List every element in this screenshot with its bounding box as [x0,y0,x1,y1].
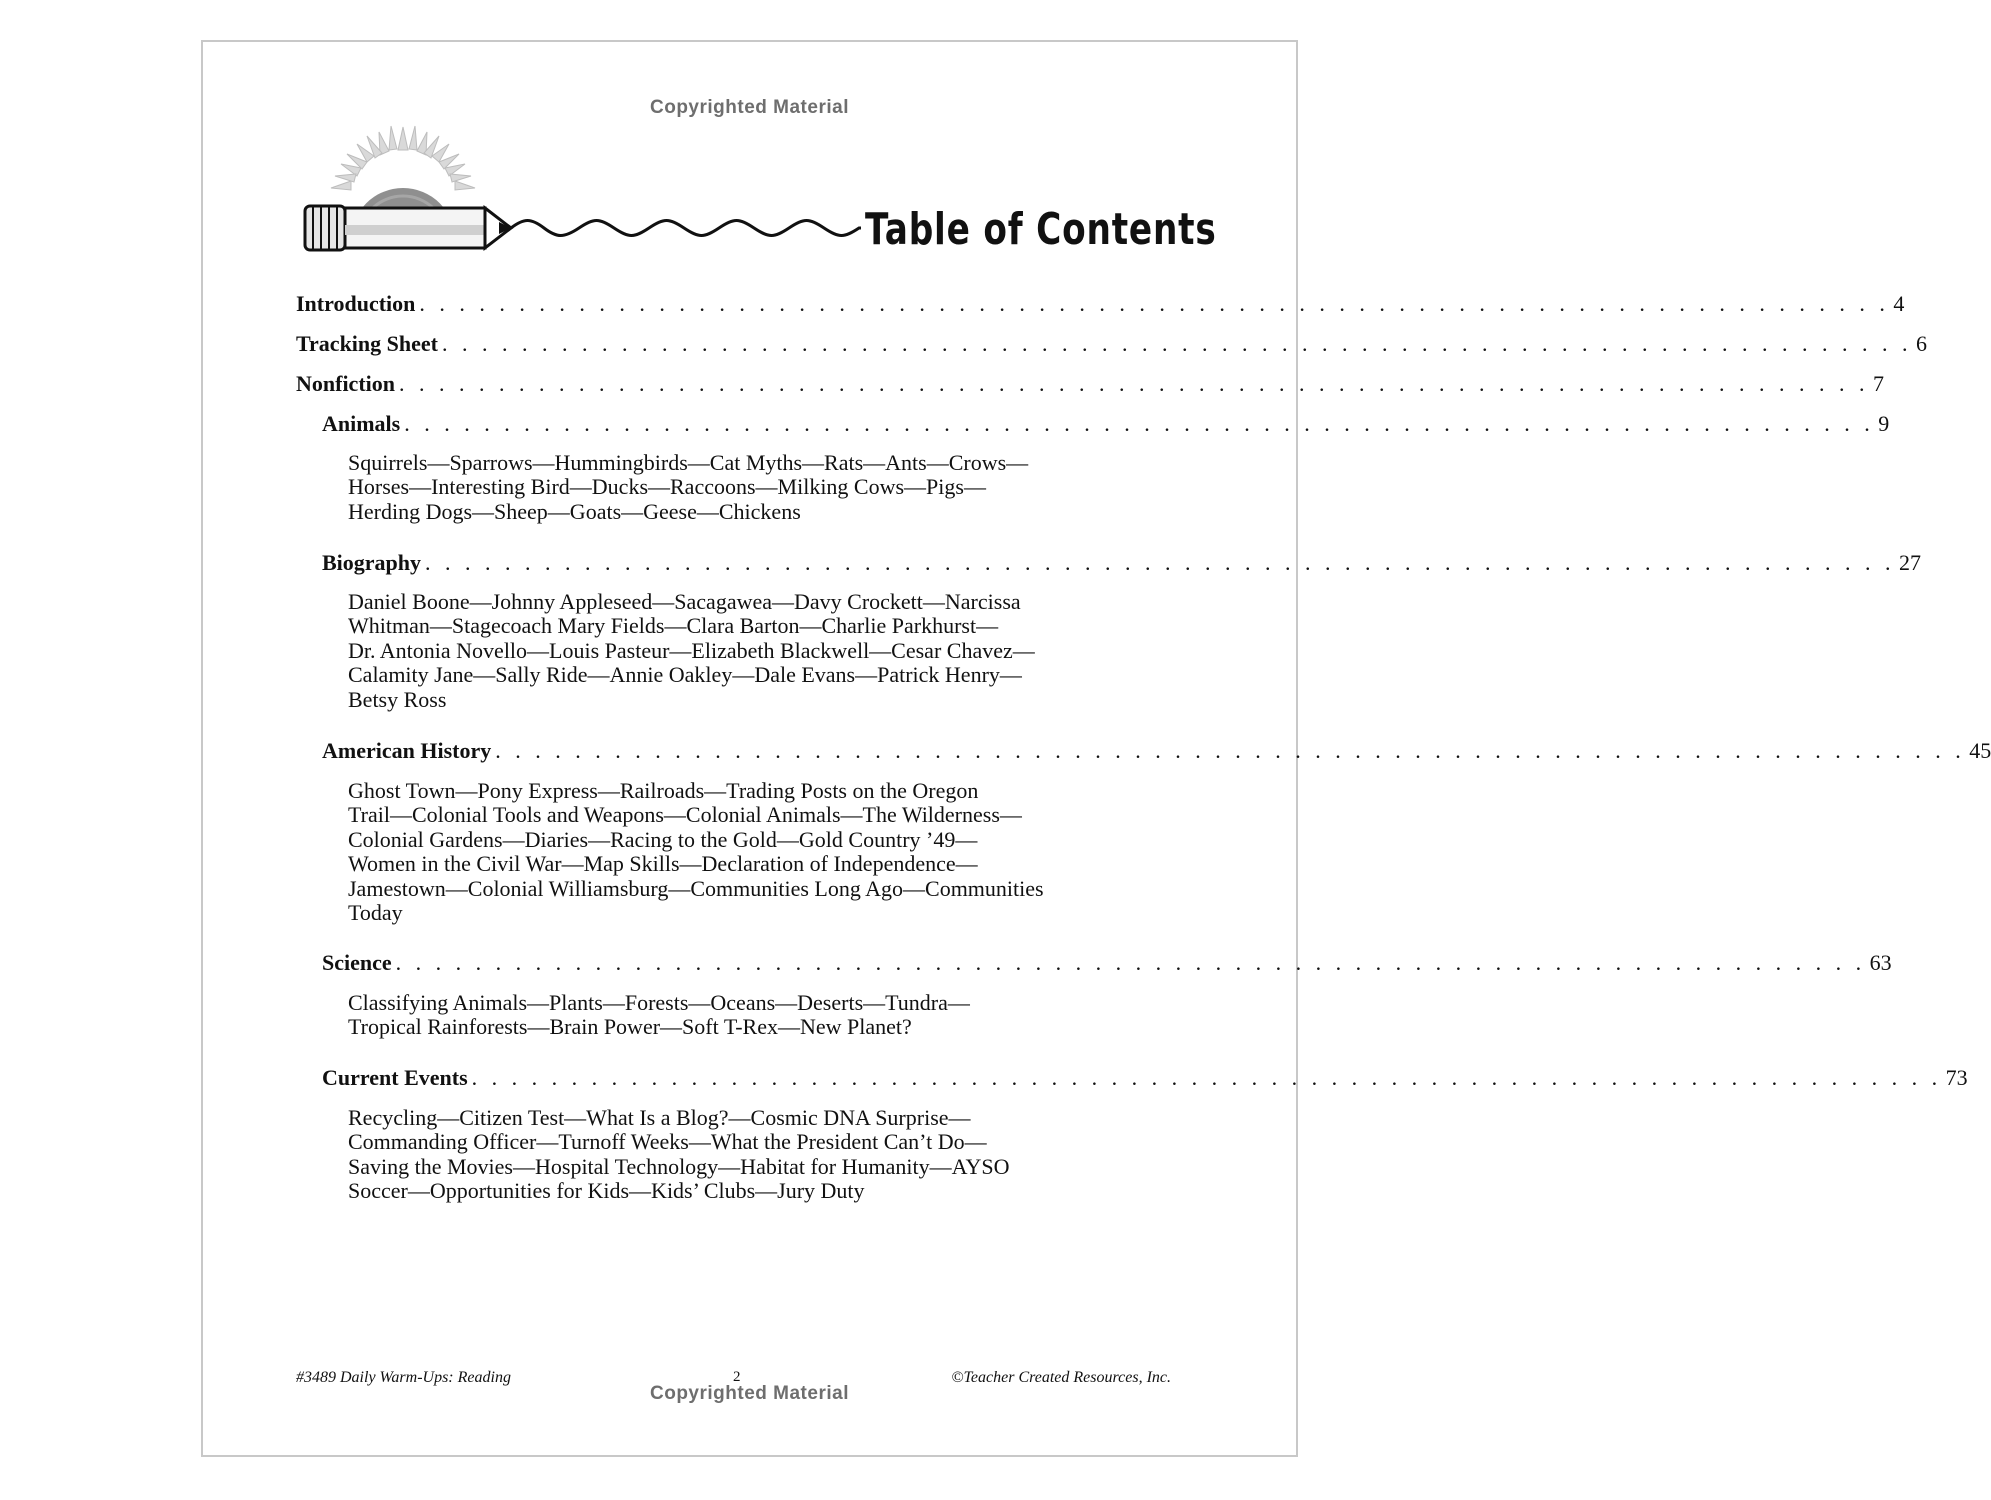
toc-section-animals [322,411,1890,437]
topic-line: Ghost Town—Pony Express—Railroads—Trading Posts on the Oregon [348,778,979,803]
section-page: 45 [1969,738,1991,763]
entry-label: Introduction [296,291,416,316]
topic-line: Women in the Civil War—Map Skills—Declaration of Independence— [348,851,978,877]
section-label: Biography [322,550,422,575]
section-label: Current Events [322,1065,468,1090]
section-page: 63 [1869,950,1892,975]
topic-list-biography [348,590,1138,712]
dot-leader: . . . . . . . . . . . . . . . . . . . . . . . . . . . . . . . . . . . . . . . . . . . . . . . . . . . . . . . . . . . . . . . . . . . . . . . . . . [425,550,1896,575]
entry-page: 7 [1873,371,1884,396]
topic-line: Commanding Officer—Turnoff Weeks—What the President Can’t Do— [348,1129,987,1155]
topic-line: Calamity Jane—Sally Ride—Annie Oakley—Dale Evans—Patrick Henry— [348,662,1022,688]
toc-section-american-history [322,738,1991,764]
section-page: 9 [1878,411,1890,436]
dot-leader: . . . . . . . . . . . . . . . . . . . . . . . . . . . . . . . . . . . . . . . . . . . . . . . . . . . . . . . . . . . . . . . . . . . . . . . . . . [471,1065,1942,1090]
toc-section-science [322,950,1892,976]
topic-line: Dr. Antonia Novello—Louis Pasteur—Elizabeth Blackwell—Cesar Chavez— [348,637,1035,663]
section-label: American History [322,738,492,763]
toc-entry-tracking-sheet [296,331,1927,357]
toc-section-current-events [322,1065,1968,1091]
entry-page: 6 [1915,331,1927,356]
dot-leader: . . . . . . . . . . . . . . . . . . . . . . . . . . . . . . . . . . . . . . . . . . . . . . . . . . . . . . . . . . . . . . . . . . . . . . . . . . [399,371,1869,396]
dot-leader: . . . . . . . . . . . . . . . . . . . . . . . . . . . . . . . . . . . . . . . . . . . . . . . . . . . . . . . . . . . . . . . . . . . . . . . . . . [441,331,1912,356]
topic-line: Jamestown—Colonial Williamsburg—Communities Long Ago—Communities [348,875,1044,901]
pencil-icon [305,206,511,250]
section-label: Science [322,950,392,975]
entry-label: Tracking Sheet [296,331,438,356]
footer-page-number: 2 [733,1369,741,1385]
topic-line: Tropical Rainforests—Brain Power—Soft T-Rex—New Planet? [348,1014,912,1040]
topic-list-science [348,991,1138,1040]
topic-line: Whitman—Stagecoach Mary Fields—Clara Barton—Charlie Parkhurst— [348,613,999,639]
dot-leader: . . . . . . . . . . . . . . . . . . . . . . . . . . . . . . . . . . . . . . . . . . . . . . . . . . . . . . . . . . . . . . . . . . . . . . . . . . [419,291,1890,316]
topic-line: Colonial Gardens—Diaries—Racing to the Gold—Gold Country ’49— [348,826,978,852]
section-page: 73 [1945,1065,1968,1090]
section-label: Animals [322,411,401,436]
watermark-bottom: Copyrighted Material [650,1383,849,1404]
entry-label: Nonfiction [296,371,395,396]
topic-list-animals [348,451,1138,524]
topic-line: Recycling—Citizen Test—What Is a Blog?—Cosmic DNA Surprise— [348,1105,971,1130]
topic-line: Saving the Movies—Hospital Technology—Habitat for Humanity—AYSO [348,1153,1010,1179]
topic-line: Squirrels—Sparrows—Hummingbirds—Cat Myths—Rats—Ants—Crows— [348,450,1029,475]
entry-page: 4 [1893,291,1905,316]
topic-line: Daniel Boone—Johnny Appleseed—Sacagawea—Davy Crockett—Narcissa [348,589,1021,614]
footer-book-title: #3489 Daily Warm-Ups: Reading [296,1369,511,1386]
dot-leader: . . . . . . . . . . . . . . . . . . . . . . . . . . . . . . . . . . . . . . . . . . . . . . . . . . . . . . . . . . . . . . . . . . . . . . . . . . [495,738,1966,763]
document-page [201,40,1991,1457]
squiggle-line [511,221,861,236]
topic-line: Classifying Animals—Plants—Forests—Oceans—Deserts—Tundra— [348,990,970,1015]
toc-section-biography [322,550,1922,576]
watermark-top: Copyrighted Material [650,97,849,118]
topic-line: Today [348,900,403,926]
topic-line: Herding Dogs—Sheep—Goats—Geese—Chickens [348,498,801,524]
toc-entry-introduction [296,291,1905,317]
footer-publisher: ©Teacher Created Resources, Inc. [951,1369,1171,1386]
topic-line: Trail—Colonial Tools and Weapons—Colonial Animals—The Wilderness— [348,802,1022,828]
topic-line: Betsy Ross [348,686,447,712]
dot-leader: . . . . . . . . . . . . . . . . . . . . . . . . . . . . . . . . . . . . . . . . . . . . . . . . . . . . . . . . . . . . . . . . . . . . . . . . . . [404,411,1875,436]
section-page: 27 [1899,550,1922,575]
topic-list-current-events [348,1106,1138,1204]
toc-entry-nonfiction [296,371,1884,397]
topic-line: Horses—Interesting Bird—Ducks—Raccoons—Milking Cows—Pigs— [348,474,986,500]
dot-leader: . . . . . . . . . . . . . . . . . . . . . . . . . . . . . . . . . . . . . . . . . . . . . . . . . . . . . . . . . . . . . . . . . . . . . . . . . . [395,950,1866,975]
page-title: Table of Contents [865,204,1217,255]
topic-list-american-history [348,779,1138,925]
topic-line: Soccer—Opportunities for Kids—Kids’ Clubs—Jury Duty [348,1178,865,1204]
